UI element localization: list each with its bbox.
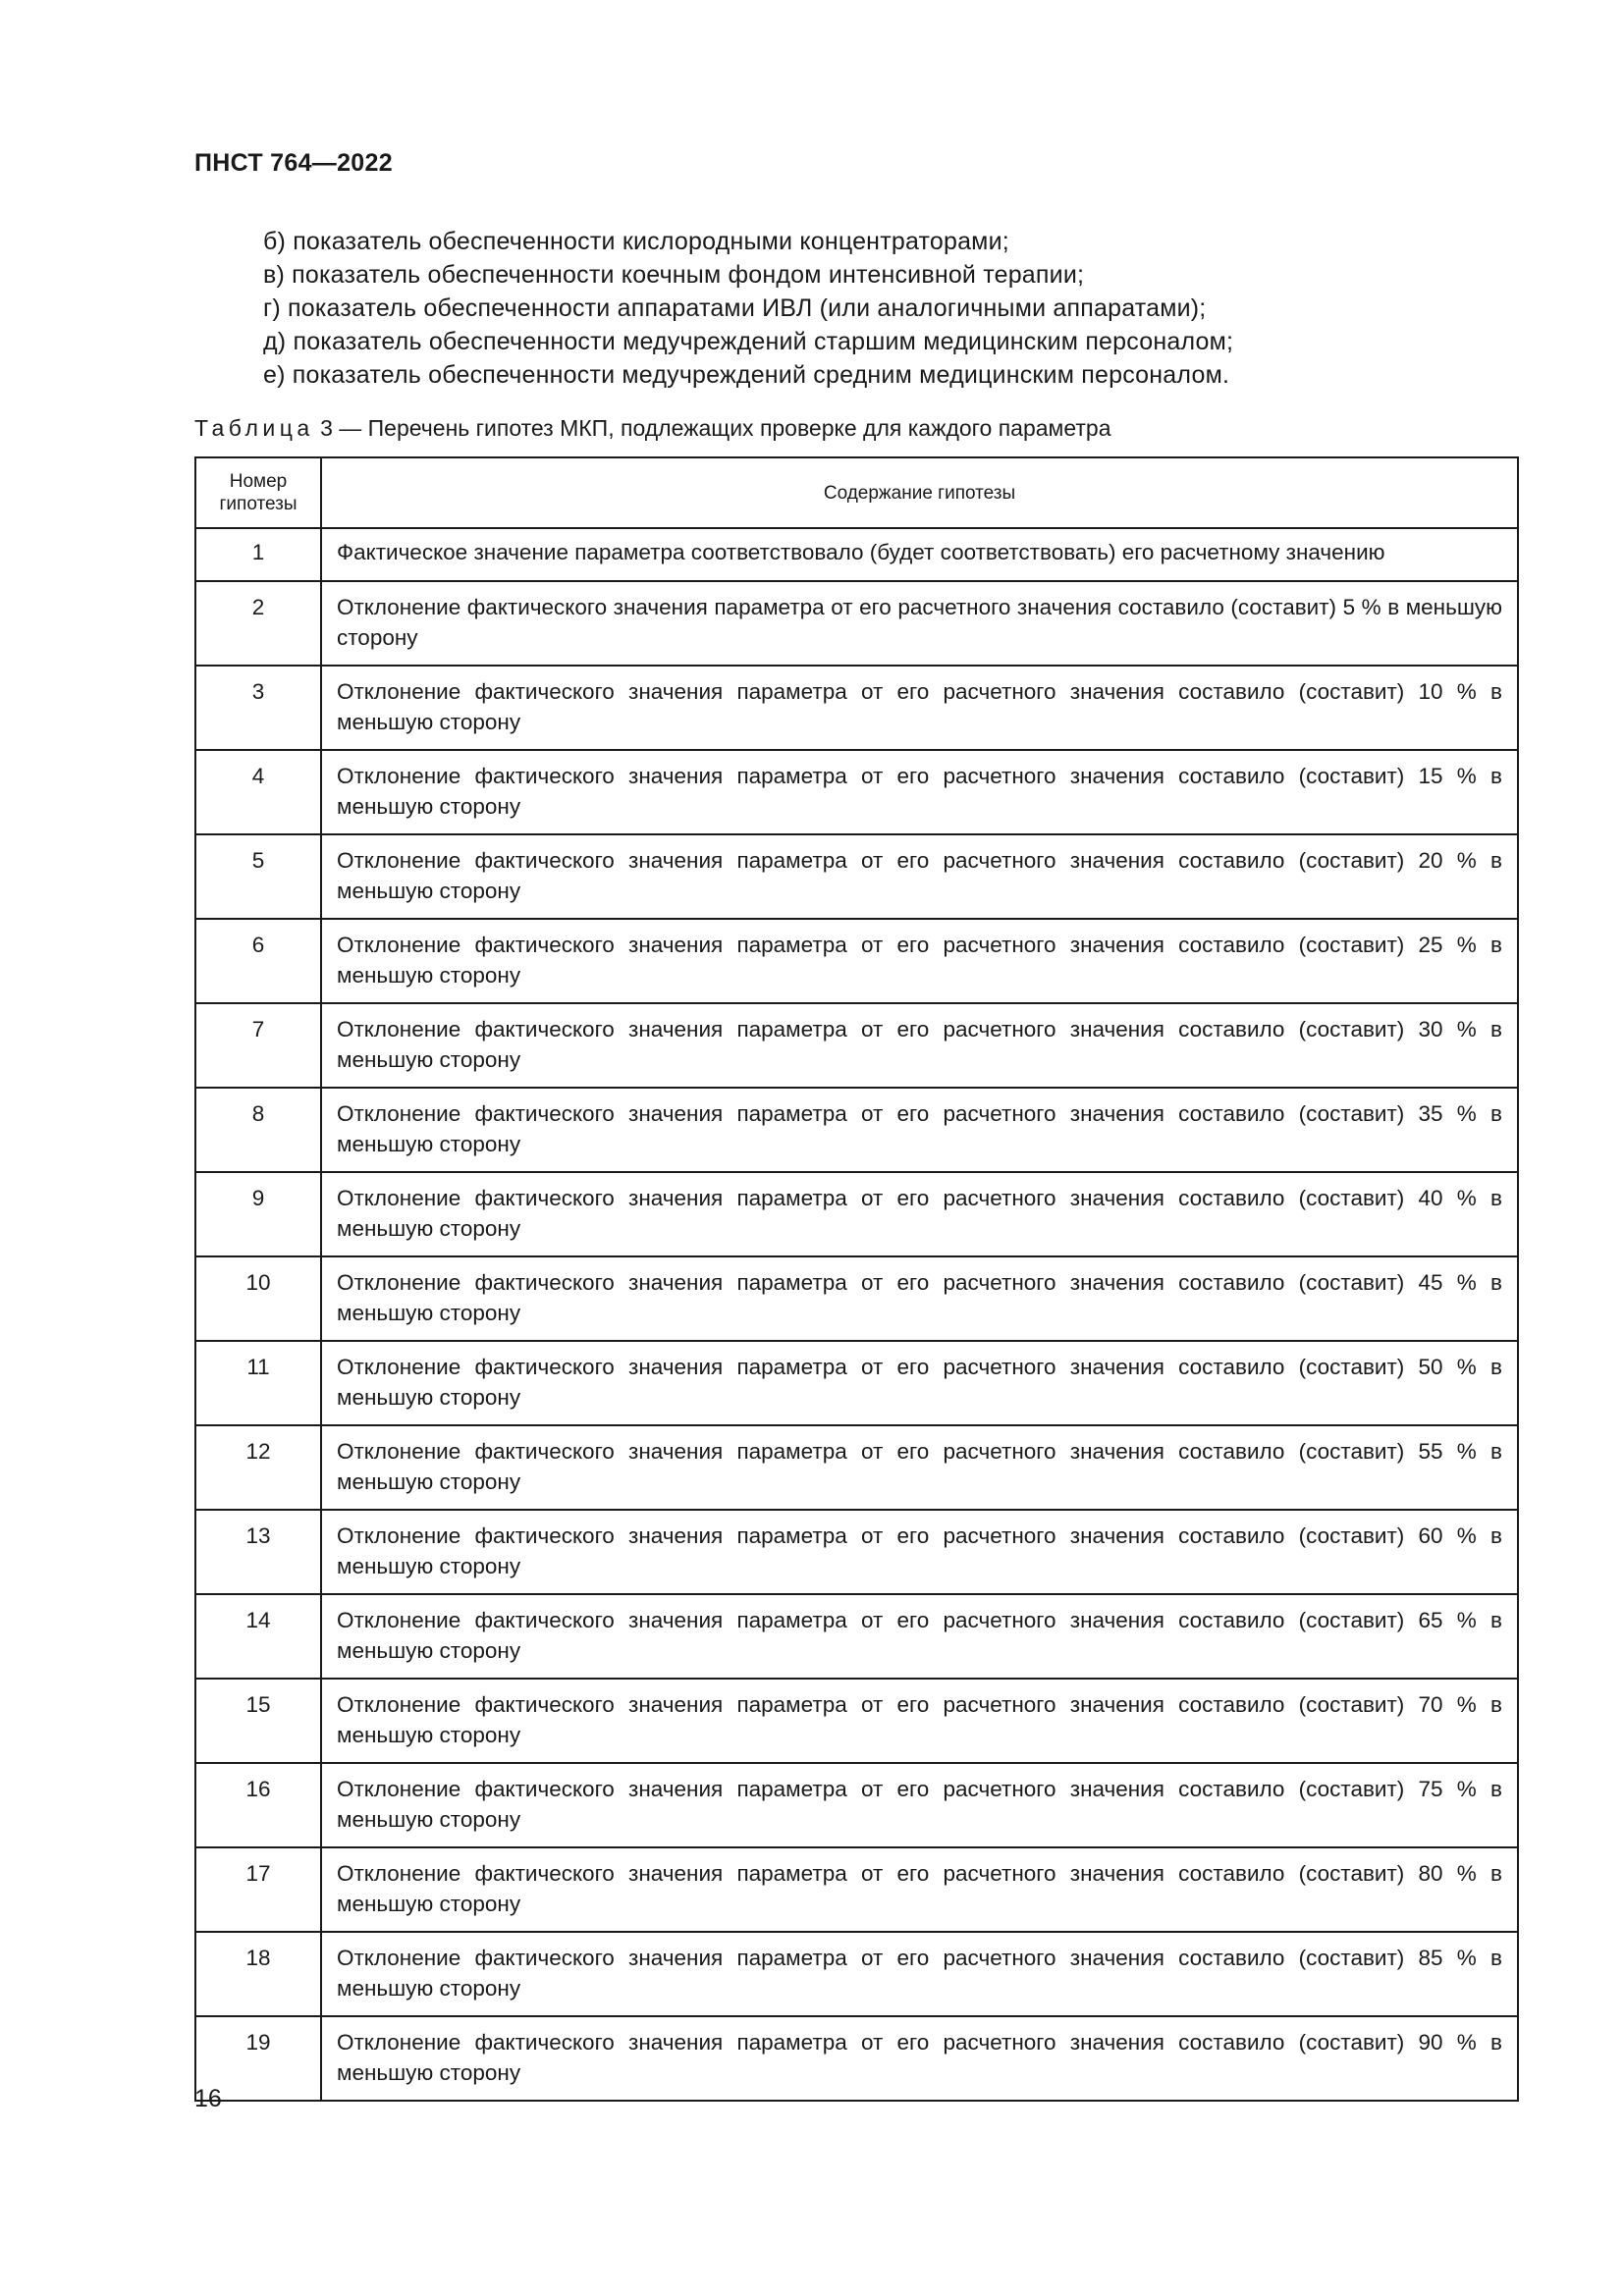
hypothesis-text: Отклонение фактического значения параметра от его расчетного значения составило (составит) 10 % в меньшую сторону bbox=[321, 666, 1518, 750]
table-row bbox=[195, 528, 1518, 581]
table-row bbox=[195, 919, 1518, 1003]
hypothesis-text: Отклонение фактического значения параметра от его расчетного значения составило (составит) 70 % в меньшую сторону bbox=[321, 1679, 1518, 1763]
indicator-list bbox=[263, 225, 1540, 392]
table-row bbox=[195, 1932, 1518, 2016]
hypothesis-number: 10 bbox=[195, 1256, 321, 1341]
table-caption bbox=[194, 415, 1111, 442]
hypothesis-text: Отклонение фактического значения параметра от его расчетного значения составило (составит) 60 % в меньшую сторону bbox=[321, 1510, 1518, 1594]
table-caption-label: Таблица bbox=[194, 415, 314, 441]
table-row bbox=[195, 1847, 1518, 1932]
hypothesis-number: 9 bbox=[195, 1172, 321, 1256]
hypothesis-text: Отклонение фактического значения параметра от его расчетного значения составило (составит) 40 % в меньшую сторону bbox=[321, 1172, 1518, 1256]
hypothesis-number: 16 bbox=[195, 1763, 321, 1847]
hypothesis-text: Отклонение фактического значения параметра от его расчетного значения составило (составит) 80 % в меньшую сторону bbox=[321, 1847, 1518, 1932]
table-row bbox=[195, 750, 1518, 834]
table-row bbox=[195, 666, 1518, 750]
page-number: 16 bbox=[194, 2085, 222, 2112]
list-item: б) показатель обеспеченности кислородными концентраторами; bbox=[263, 228, 1009, 255]
hypothesis-number: 18 bbox=[195, 1932, 321, 2016]
hypothesis-text: Отклонение фактического значения параметра от его расчетного значения составило (составит) 15 % в меньшую сторону bbox=[321, 750, 1518, 834]
hypothesis-text: Отклонение фактического значения параметра от его расчетного значения составило (составит) 20 % в меньшую сторону bbox=[321, 834, 1518, 919]
table-row bbox=[195, 1425, 1518, 1510]
hypothesis-number: 6 bbox=[195, 919, 321, 1003]
list-item: г) показатель обеспеченности аппаратами ИВЛ (или аналогичными аппаратами); bbox=[263, 294, 1207, 322]
table-row bbox=[195, 1003, 1518, 1088]
hypothesis-number: 11 bbox=[195, 1341, 321, 1425]
table-caption-text: 3 — Перечень гипотез МКП, подлежащих проверке для каждого параметра bbox=[313, 415, 1111, 441]
list-item: д) показатель обеспеченности медучреждений старшим медицинским персоналом; bbox=[263, 328, 1234, 355]
hypothesis-number: 7 bbox=[195, 1003, 321, 1088]
document-id: ПНСТ 764—2022 bbox=[194, 149, 393, 177]
hypothesis-text: Отклонение фактического значения параметра от его расчетного значения составило (составит) 5 % в меньшую сторону bbox=[321, 581, 1518, 666]
hypothesis-number: 12 bbox=[195, 1425, 321, 1510]
column-header-content: Содержание гипотезы bbox=[321, 457, 1518, 528]
table-header-row bbox=[195, 457, 1518, 528]
hypothesis-number: 17 bbox=[195, 1847, 321, 1932]
hypothesis-number: 15 bbox=[195, 1679, 321, 1763]
table-body bbox=[195, 528, 1518, 2101]
hypothesis-number: 1 bbox=[195, 528, 321, 581]
hypothesis-text: Отклонение фактического значения параметра от его расчетного значения составило (составит) 75 % в меньшую сторону bbox=[321, 1763, 1518, 1847]
table-row bbox=[195, 834, 1518, 919]
table-row bbox=[195, 1256, 1518, 1341]
table-row bbox=[195, 1172, 1518, 1256]
hypothesis-text: Отклонение фактического значения параметра от его расчетного значения составило (составит) 90 % в меньшую сторону bbox=[321, 2016, 1518, 2101]
table-row bbox=[195, 1341, 1518, 1425]
hypothesis-number: 14 bbox=[195, 1594, 321, 1679]
table-row bbox=[195, 1088, 1518, 1172]
hypothesis-number: 3 bbox=[195, 666, 321, 750]
hypothesis-text: Фактическое значение параметра соответствовало (будет соответствовать) его расчетному значению bbox=[321, 528, 1518, 581]
list-item: в) показатель обеспеченности коечным фондом интенсивной терапии; bbox=[263, 261, 1085, 289]
hypothesis-number: 8 bbox=[195, 1088, 321, 1172]
hypothesis-text: Отклонение фактического значения параметра от его расчетного значения составило (составит) 50 % в меньшую сторону bbox=[321, 1341, 1518, 1425]
hypothesis-text: Отклонение фактического значения параметра от его расчетного значения составило (составит) 35 % в меньшую сторону bbox=[321, 1088, 1518, 1172]
hypothesis-text: Отклонение фактического значения параметра от его расчетного значения составило (составит) 45 % в меньшую сторону bbox=[321, 1256, 1518, 1341]
hypothesis-text: Отклонение фактического значения параметра от его расчетного значения составило (составит) 55 % в меньшую сторону bbox=[321, 1425, 1518, 1510]
hypothesis-number: 19 bbox=[195, 2016, 321, 2101]
table-row bbox=[195, 1763, 1518, 1847]
hypothesis-text: Отклонение фактического значения параметра от его расчетного значения составило (составит) 85 % в меньшую сторону bbox=[321, 1932, 1518, 2016]
hypothesis-number: 4 bbox=[195, 750, 321, 834]
table-row bbox=[195, 1594, 1518, 1679]
hypothesis-text: Отклонение фактического значения параметра от его расчетного значения составило (составит) 25 % в меньшую сторону bbox=[321, 919, 1518, 1003]
table-row bbox=[195, 1679, 1518, 1763]
list-item: е) показатель обеспеченности медучреждений средним медицинским персоналом. bbox=[263, 361, 1230, 389]
hypothesis-number: 2 bbox=[195, 581, 321, 666]
hypotheses-table bbox=[194, 456, 1519, 2102]
table-row bbox=[195, 2016, 1518, 2101]
table-row bbox=[195, 1510, 1518, 1594]
hypothesis-number: 13 bbox=[195, 1510, 321, 1594]
column-header-number: Номер гипотезы bbox=[195, 457, 321, 528]
hypothesis-number: 5 bbox=[195, 834, 321, 919]
hypothesis-text: Отклонение фактического значения параметра от его расчетного значения составило (составит) 30 % в меньшую сторону bbox=[321, 1003, 1518, 1088]
hypothesis-text: Отклонение фактического значения параметра от его расчетного значения составило (составит) 65 % в меньшую сторону bbox=[321, 1594, 1518, 1679]
table-row bbox=[195, 581, 1518, 666]
